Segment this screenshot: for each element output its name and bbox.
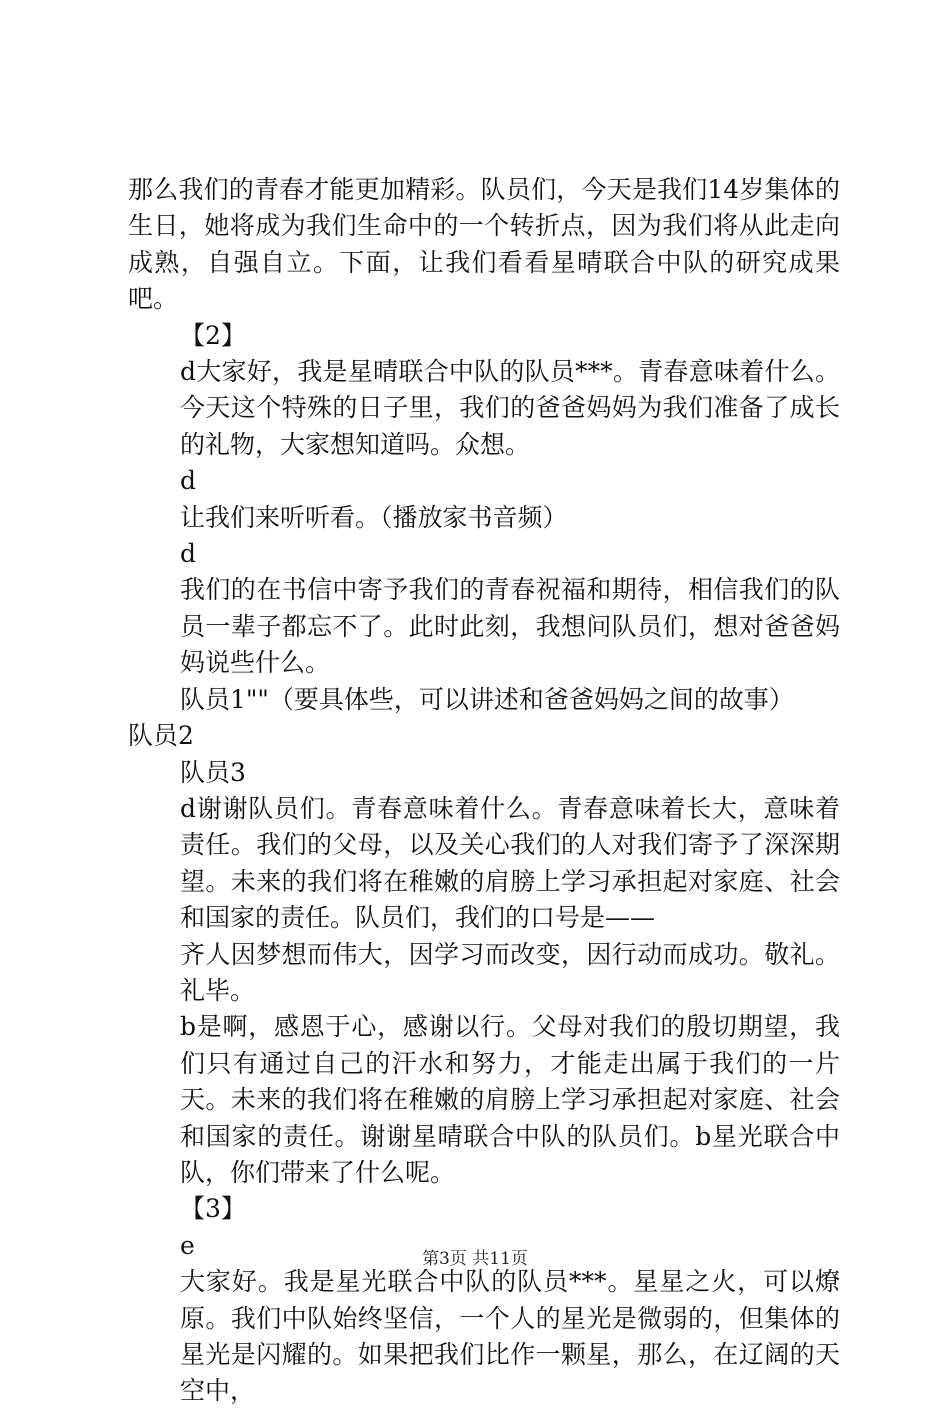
paragraph: 队员3 [180,757,246,787]
paragraph: 齐人因梦想而伟大，因学习而改变，因行动而成功。敬礼。礼毕。 [180,939,840,1005]
section-heading: 【2】 [180,320,246,350]
speaker-marker: e [180,1230,195,1260]
speaker-marker: d [180,466,197,496]
speaker-marker: d [180,539,197,569]
paragraph: 大家好。我是星光联合中队的队员***。星星之火，可以燎原。我们中队始终坚信，一个人的星光是微弱的，但集体的星光是闪耀的。如果把我们比作一颗星，那么，在辽阔的天空中， [180,1267,840,1406]
section-heading: 【3】 [180,1194,246,1224]
page-footer: 第3页 共11页 [422,1249,528,1269]
paragraph: 那么我们的青春才能更加精彩。队员们，今天是我们14岁集体的生日，她将成为我们生命中的一个转折点，因为我们将从此走向成熟，自强自立。下面，让我们看看星晴联合中队的研究成果吧。 [128,175,840,314]
document-body [128,172,840,1410]
paragraph: b是啊，感恩于心，感谢以行。父母对我们的殷切期望，我们只有通过自己的汗水和努力，才能走出属于我们的一片天。未来的我们将在稚嫩的肩膀上学习承担起对家庭、社会和国家的责任。谢谢星晴联合中队的队员们。b星光联合中队，你们带来了什么呢。 [180,1012,840,1187]
paragraph: 让我们来听听看。（播放家书音频） [180,502,568,532]
paragraph: 我们的在书信中寄予我们的青春祝福和期待，相信我们的队员一辈子都忘不了。此时此刻，我想问队员们，想对爸爸妈妈说些什么。 [180,575,840,678]
paragraph: 队员2 [128,721,194,751]
paragraph: d谢谢队员们。青春意味着什么。青春意味着长大，意味着责任。我们的父母，以及关心我们的人对我们寄予了深深期望。未来的我们将在稚嫩的肩膀上学习承担起对家庭、社会和国家的责任。队员们，我们的口号是—— [180,793,840,933]
paragraph: 队员1""（要具体些，可以讲述和爸爸妈妈之间的故事） [180,684,794,714]
paragraph: d大家好，我是星晴联合中队的队员***。青春意味着什么。今天这个特殊的日子里，我们的爸爸妈妈为我们准备了成长的礼物，大家想知道吗。众想。 [180,357,840,459]
